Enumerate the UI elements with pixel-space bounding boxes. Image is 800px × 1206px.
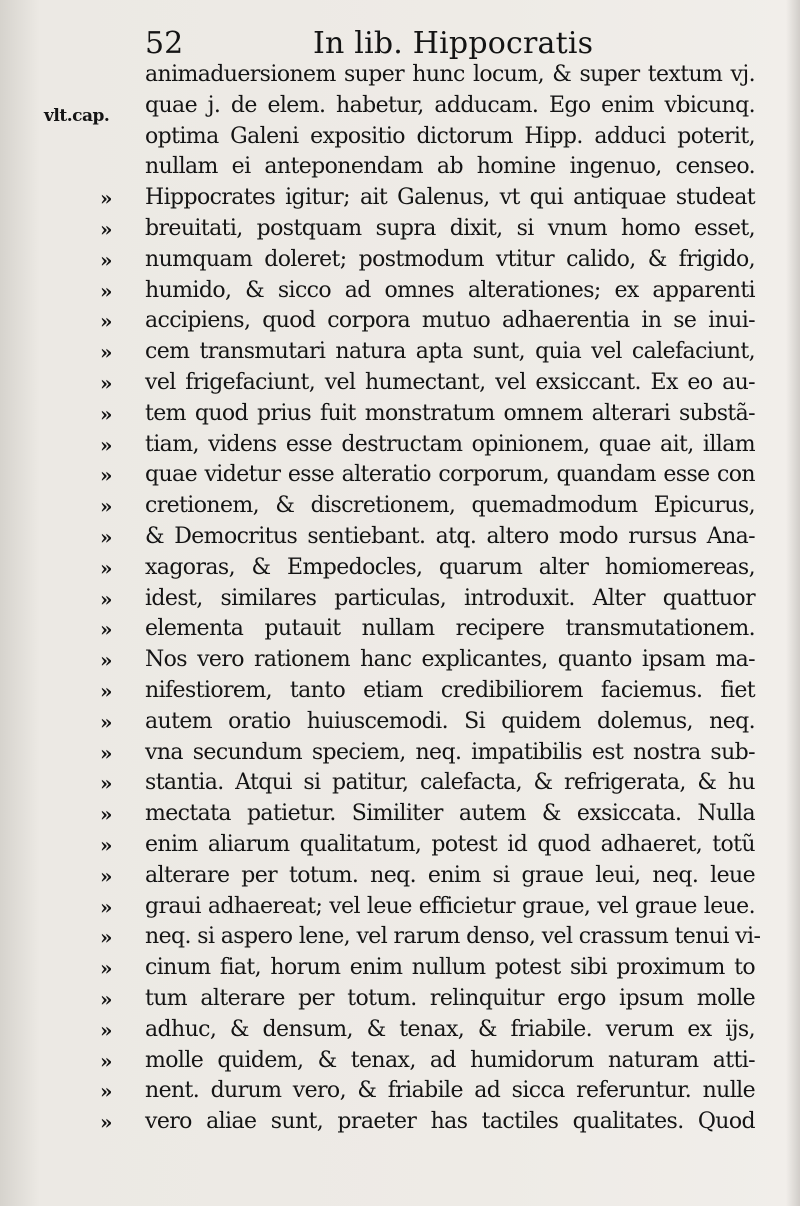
line-text: nullam ei anteponendam ab homine ingenuo, censeo. [145, 154, 755, 180]
line-text: molle quidem, & tenax, ad humidorum naturam atti- [145, 1047, 755, 1073]
quote-mark: » [100, 648, 113, 673]
text-line [100, 645, 760, 676]
line-text: vero aliae sunt, praeter has tactiles qualitates. Quod [145, 1109, 755, 1135]
quote-mark: » [100, 617, 113, 642]
line-text: animaduersionem super hunc locum, & super textum vj. [145, 62, 755, 87]
text-line [100, 738, 760, 769]
page-number: 52 [145, 26, 184, 61]
line-text: optima Galeni expositio dictorum Hipp. adduci poterit, [145, 123, 755, 149]
quote-mark: » [100, 956, 113, 981]
line-text: numquam doleret; postmodum vtitur calido, & frigido, [145, 246, 755, 272]
text-line [100, 460, 760, 491]
quote-mark: » [100, 586, 113, 611]
text-line [100, 245, 760, 276]
running-head: In lib. Hippocratis [313, 26, 594, 61]
line-text: quae j. de elem. habetur, adducam. Ego enim vbicunq. [145, 92, 755, 118]
text-line [100, 953, 760, 984]
text-line [100, 892, 760, 923]
line-text: mectata patietur. Similiter autem & exsiccata. Nulla [145, 801, 755, 827]
page-header [145, 24, 605, 64]
line-text: Hippocrates igitur; ait Galenus, vt qui antiquae studeat [145, 185, 755, 211]
line-text: neq. si aspero lene, vel rarum denso, vel crassum tenui vi- [145, 924, 761, 950]
text-line [100, 122, 760, 153]
text-line [100, 861, 760, 892]
line-text: cretionem, & discretionem, quemadmodum Epicurus, [145, 493, 755, 519]
text-line [100, 1015, 760, 1046]
quote-mark: » [100, 401, 113, 426]
quote-mark: » [100, 216, 113, 241]
quote-mark: » [100, 370, 113, 395]
text-line [100, 707, 760, 738]
text-line [100, 830, 760, 861]
quote-mark: » [100, 925, 113, 950]
line-text: nent. durum vero, & friabile ad sicca referuntur. nulle [145, 1078, 755, 1104]
quote-mark: » [100, 340, 113, 365]
text-line [100, 183, 760, 214]
text-line [100, 984, 760, 1015]
quote-mark: » [100, 986, 113, 1011]
quote-mark: » [100, 494, 113, 519]
quote-mark: » [100, 463, 113, 488]
quote-mark: » [100, 309, 113, 334]
text-line [100, 337, 760, 368]
line-text: Nos vero rationem hanc explicantes, quanto ipsam ma- [145, 647, 755, 673]
line-text: enim aliarum qualitatum, potest id quod adhaeret, totũ [145, 831, 755, 857]
quote-mark: » [100, 186, 113, 211]
text-line [100, 553, 760, 584]
line-text: cem transmutari natura apta sunt, quia vel calefaciunt, [145, 339, 755, 365]
text-line [100, 491, 760, 522]
quote-mark: » [100, 1017, 113, 1042]
body-text [100, 60, 760, 1138]
text-line [100, 1076, 760, 1107]
line-text: cinum fiat, horum enim nullum potest sibi proximum to [145, 955, 755, 981]
line-text: autem oratio huiuscemodi. Si quidem dolemus, neq. [145, 708, 755, 734]
quote-mark: » [100, 894, 113, 919]
quote-mark: » [100, 432, 113, 457]
quote-mark: » [100, 1048, 113, 1073]
text-line [100, 399, 760, 430]
page-edge-shadow [786, 0, 800, 1206]
line-text: tum alterare per totum. relinquitur ergo ipsum molle [145, 985, 755, 1011]
line-text: elementa putauit nullam recipere transmutationem. [145, 616, 755, 642]
quote-mark: » [100, 278, 113, 303]
line-text: graui adhaereat; vel leue efficietur graue, vel graue leue. [145, 893, 755, 919]
quote-mark: » [100, 740, 113, 765]
line-text: & Democritus sentiebant. atq. altero modo rursus Ana- [145, 523, 755, 549]
line-text: idest, similares particulas, introduxit. Alter quattuor [145, 585, 755, 611]
line-text: stantia. Atqui si patitur, calefacta, & refrigerata, & hu [145, 770, 755, 796]
line-text: alterare per totum. neq. enim si graue leui, neq. leue [145, 862, 755, 888]
text-line [100, 430, 760, 461]
line-text: quae videtur esse alteratio corporum, quandam esse con [145, 462, 755, 488]
text-line [100, 768, 760, 799]
text-line [100, 584, 760, 615]
line-text: vna secundum speciem, neq. impatibilis est nostra sub- [145, 739, 755, 765]
text-line [100, 91, 760, 122]
line-text: adhuc, & densum, & tenax, & friabile. verum ex ijs, [145, 1016, 755, 1042]
line-text: tem quod prius fuit monstratum omnem alterari substã- [145, 400, 755, 426]
text-line [100, 152, 760, 183]
quote-mark: » [100, 247, 113, 272]
quote-mark: » [100, 771, 113, 796]
text-line [100, 368, 760, 399]
text-line [100, 922, 760, 953]
text-line [100, 306, 760, 337]
text-line [100, 60, 760, 91]
quote-mark: » [100, 1110, 113, 1135]
quote-mark: » [100, 863, 113, 888]
text-line [100, 214, 760, 245]
text-line [100, 1046, 760, 1077]
quote-mark: » [100, 832, 113, 857]
quote-mark: » [100, 555, 113, 580]
line-text: breuitati, postquam supra dixit, si vnum homo esset, [145, 215, 755, 241]
text-line [100, 1107, 760, 1138]
line-text: humido, & sicco ad omnes alterationes; ex apparenti [145, 277, 755, 303]
line-text: vel frigefaciunt, vel humectant, vel exsiccant. Ex eo au- [145, 369, 755, 395]
line-text: tiam, videns esse destructam opinionem, quae ait, illam [145, 431, 755, 457]
text-line [100, 676, 760, 707]
quote-mark: » [100, 524, 113, 549]
text-line [100, 522, 760, 553]
quote-mark: » [100, 709, 113, 734]
quote-mark: » [100, 802, 113, 827]
line-text: xagoras, & Empedocles, quarum alter homiomereas, [145, 554, 755, 580]
quote-mark: » [100, 678, 113, 703]
text-line [100, 799, 760, 830]
text-line [100, 614, 760, 645]
line-text: accipiens, quod corpora mutuo adhaerentia in se inui- [145, 308, 755, 334]
line-text: nifestiorem, tanto etiam credibiliorem faciemus. fiet [145, 677, 755, 703]
margin-note: vlt.cap. [44, 106, 110, 126]
quote-mark: » [100, 1079, 113, 1104]
text-line [100, 276, 760, 307]
